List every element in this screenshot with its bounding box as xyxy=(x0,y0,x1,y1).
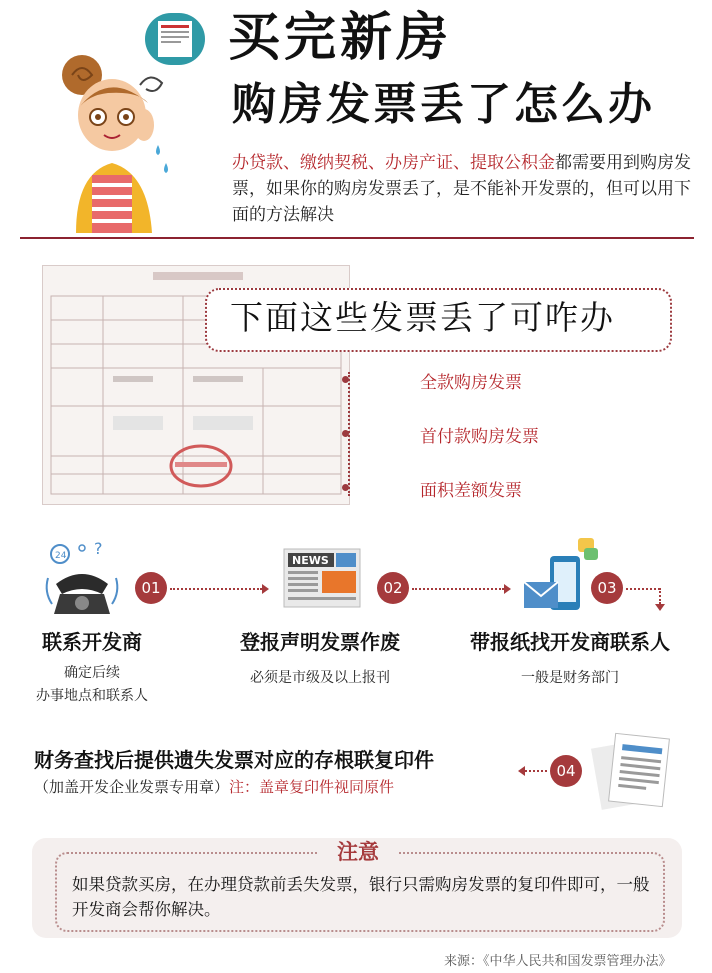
step-number-badge: 03 xyxy=(591,572,623,604)
note-text: 如果贷款买房，在办理贷款前丢失发票，银行只需购房发票的复印件即可，一般开发商会帮你解决。 xyxy=(72,875,650,919)
step-arrow xyxy=(525,770,547,772)
page-title-line2: 购房发票丢了怎么办 xyxy=(232,79,655,130)
note-label: 注意 xyxy=(318,838,398,866)
invoice-item-dot xyxy=(342,484,349,491)
telephone-icon xyxy=(42,540,122,618)
svg-text:NEWS: NEWS xyxy=(292,554,329,567)
step-title: 带报纸找开发商联系人 xyxy=(470,630,670,654)
step-subtitle: 确定后续 xyxy=(64,665,120,681)
step-arrow xyxy=(626,588,660,590)
phone-mail-icon xyxy=(522,534,602,614)
step-number-badge: 04 xyxy=(550,755,582,787)
invoice-callout-title: 下面这些发票丢了可咋办 xyxy=(230,298,615,337)
step-subtitle-note: 注：盖章复印件视同原件 xyxy=(229,778,395,796)
newspaper-icon xyxy=(282,545,366,611)
invoice-item: 首付款购房发票 xyxy=(420,427,539,447)
arrow-down-head-icon xyxy=(655,604,665,611)
step-subtitle-paren: （加盖开发企业发票专用章） xyxy=(34,778,230,796)
page-title-line1: 买完新房 xyxy=(228,8,453,68)
step-number-badge: 01 xyxy=(135,572,167,604)
intro-highlight: 办贷款、缴纳契税、办房产证、提取公积金 xyxy=(232,153,555,173)
step-title: 联系开发商 xyxy=(42,630,142,654)
step-subtitle xyxy=(34,776,394,797)
intro-rest: 都需要用到购房发票，如果你的购房发票丢了，是不能补开发票的，但可以用下面的方法解决 xyxy=(232,153,691,225)
source-citation: 来源：《中华人民共和国发票管理办法》 xyxy=(444,954,672,969)
woman-illustration xyxy=(40,5,220,233)
step-title: 登报声明发票作废 xyxy=(240,630,400,654)
invoice-item: 全款购房发票 xyxy=(420,373,522,393)
svg-text:24: 24 xyxy=(55,551,67,561)
step-arrow xyxy=(412,588,504,590)
step-arrow-down xyxy=(659,588,661,604)
invoice-item-dot xyxy=(342,376,349,383)
header-divider xyxy=(20,237,694,239)
document-icon xyxy=(590,730,672,812)
intro-text xyxy=(232,150,702,228)
invoice-item-dot xyxy=(342,430,349,437)
step-arrow xyxy=(170,588,262,590)
step-subtitle: 必须是市级及以上报刊 xyxy=(250,670,390,686)
step-subtitle: 一般是财务部门 xyxy=(521,670,619,686)
arrow-head-icon xyxy=(262,584,269,594)
arrow-head-icon xyxy=(504,584,511,594)
arrow-left-head-icon xyxy=(518,766,525,776)
step-number-badge: 02 xyxy=(377,572,409,604)
step-subtitle: 办事地点和联系人 xyxy=(36,688,148,704)
invoice-item: 面积差额发票 xyxy=(420,481,522,501)
step-title: 财务查找后提供遗失发票对应的存根联复印件 xyxy=(34,748,434,772)
svg-text:?: ? xyxy=(94,540,103,558)
